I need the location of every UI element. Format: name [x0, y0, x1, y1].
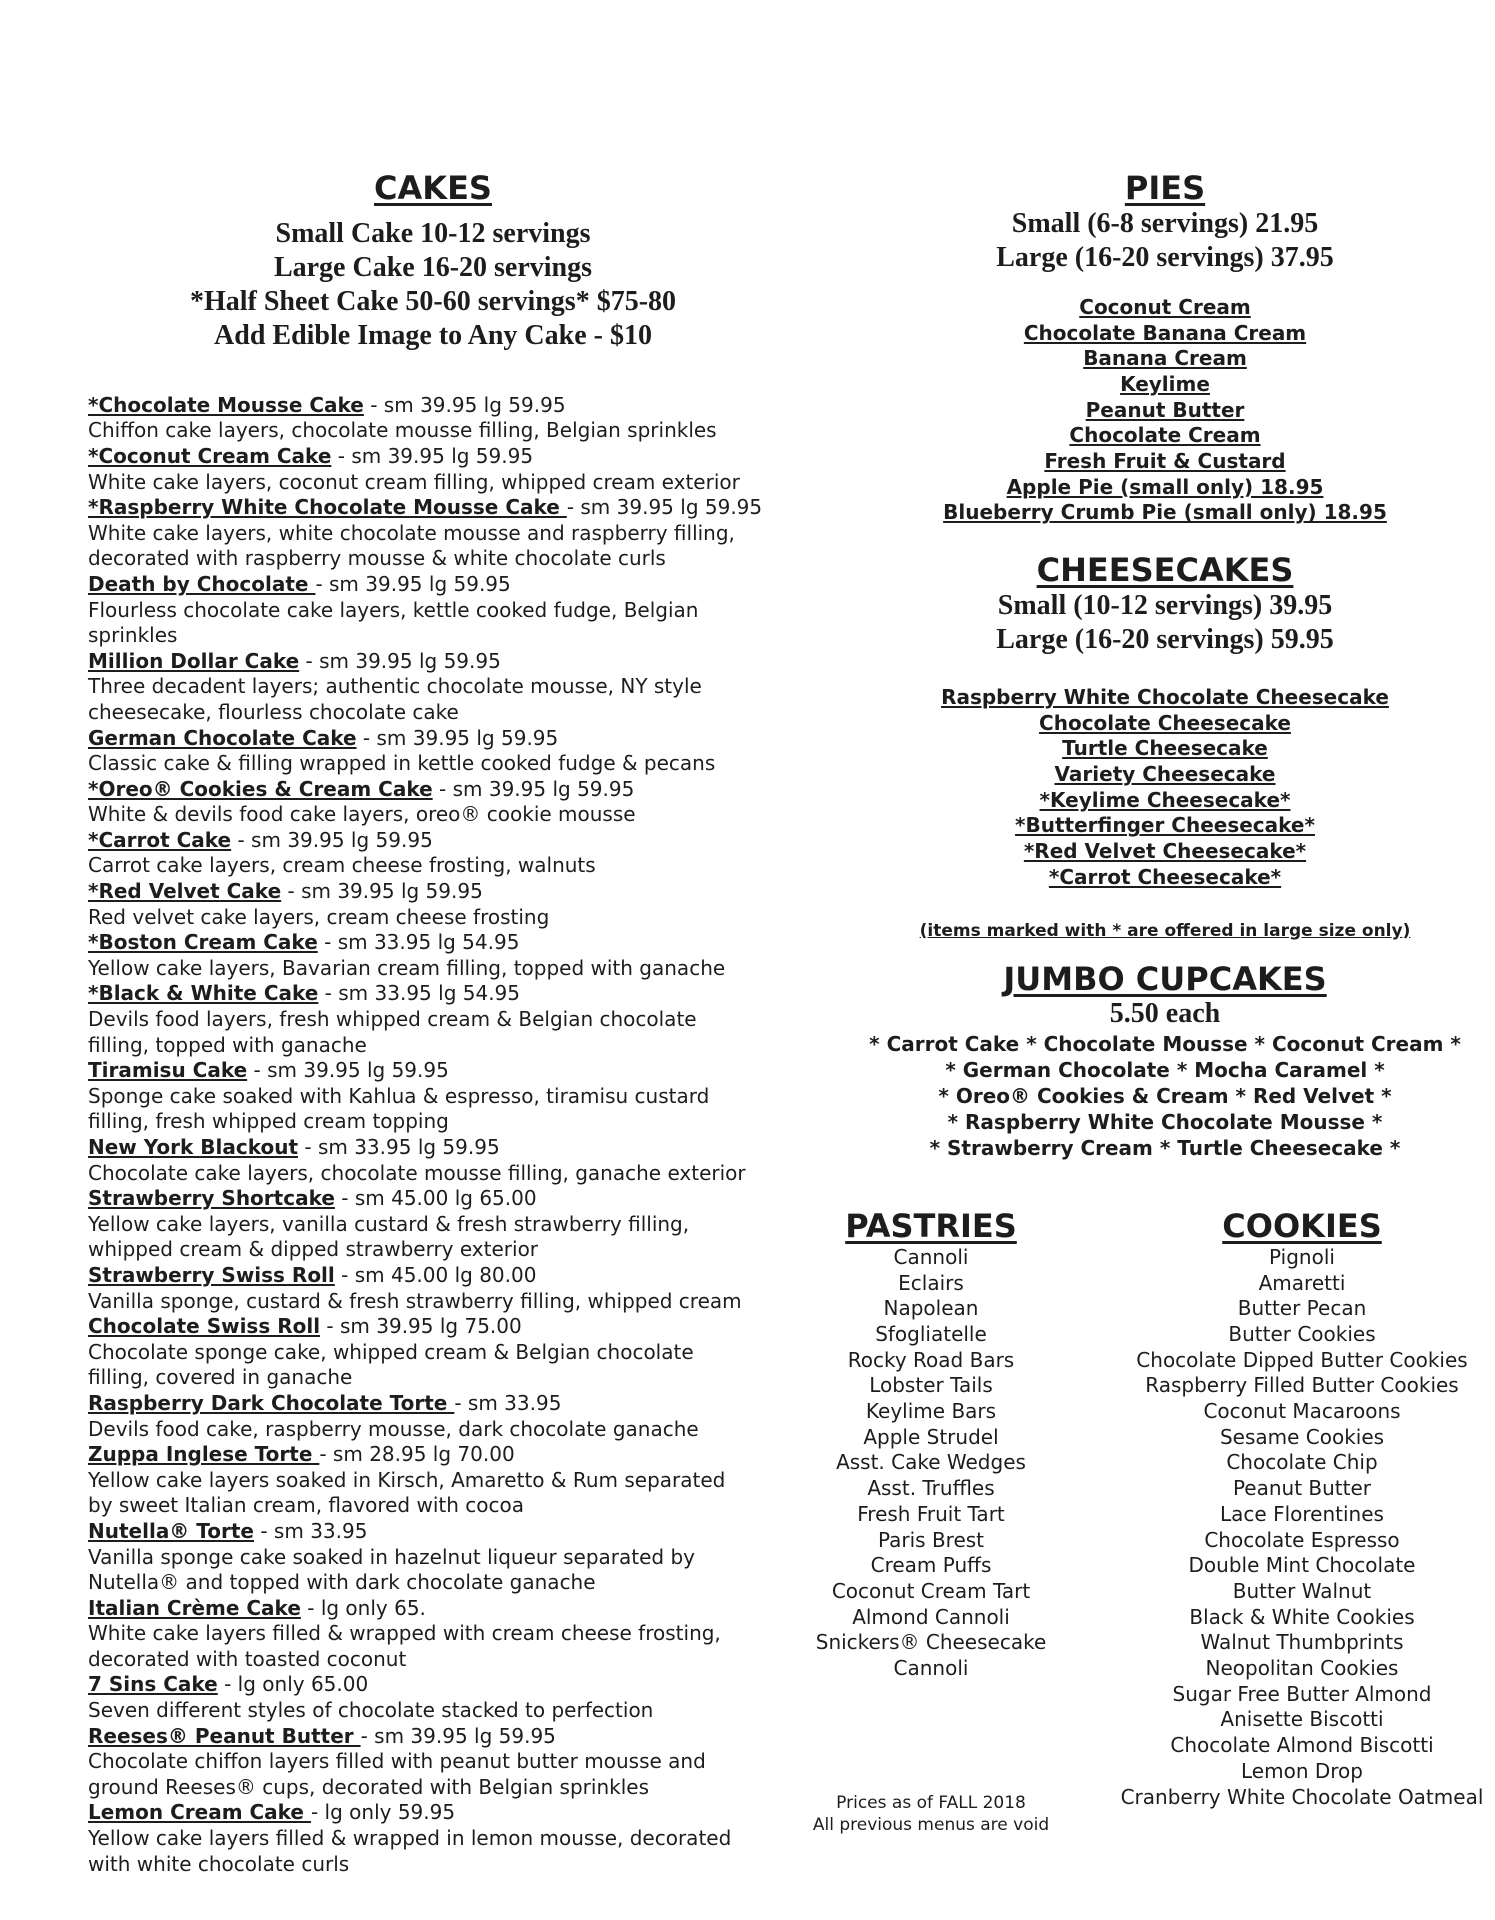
cake-price: - sm 33.95: [454, 1390, 562, 1415]
cake-description: Flourless chocolate cake layers, kettle cooked fudge, Belgian: [88, 597, 699, 622]
cake-description: whipped cream & dipped strawberry exterior: [88, 1237, 539, 1262]
cakes-header-line: *Half Sheet Cake 50-60 servings* $75-80: [189, 285, 677, 317]
cupcakes-flavors-line: * Strawberry Cream * Turtle Cheesecake *: [929, 1136, 1401, 1161]
cookies-title: COOKIES: [1222, 1207, 1382, 1245]
pie-item: Banana Cream: [1083, 346, 1247, 371]
cake-price: - lg only 65.: [300, 1595, 426, 1620]
cake-price: - sm 39.95 lg 59.95: [360, 1723, 556, 1748]
cake-description: Chocolate chiffon layers filled with peanut butter mousse and: [88, 1749, 706, 1774]
cake-name: *Chocolate Mousse Cake: [88, 392, 364, 417]
cake-name: *Black & White Cake: [88, 981, 319, 1006]
cookie-item: Chocolate Almond Biscotti: [1170, 1733, 1434, 1758]
cheesecake-item: *Carrot Cheesecake*: [1048, 864, 1282, 889]
cake-description: Yellow cake layers soaked in Kirsch, Amaretto & Rum separated: [88, 1467, 726, 1492]
cake-price: - sm 33.95 lg 59.95: [298, 1135, 500, 1160]
cake-name: Million Dollar Cake: [88, 648, 300, 673]
cake-item: [88, 1519, 778, 1545]
cake-item: [88, 495, 778, 521]
cake-item: [88, 393, 778, 419]
cake-name: 7 Sins Cake: [88, 1672, 218, 1697]
pies-title: PIES: [1124, 169, 1206, 207]
cake-description: decorated with raspberry mousse & white chocolate curls: [88, 546, 666, 571]
cake-name: Reeses® Peanut Butter: [88, 1723, 361, 1748]
pastry-item: Cannoli: [893, 1244, 969, 1269]
cake-description: Vanilla sponge, custard & fresh strawberry filling, whipped cream: [88, 1288, 742, 1313]
cakes-header-line: Add Edible Image to Any Cake - $10: [214, 319, 652, 351]
cake-item: [88, 726, 778, 752]
cake-description: Three decadent layers; authentic chocolate mousse, NY style: [88, 674, 702, 699]
pies-header-line: Large (16-20 servings) 37.95: [996, 241, 1334, 273]
cookie-item: Chocolate Espresso: [1204, 1527, 1400, 1552]
cheesecake-item: *Keylime Cheesecake*: [1039, 787, 1291, 812]
cake-name: *Oreo® Cookies & Cream Cake: [88, 776, 433, 801]
cookie-item: Chocolate Dipped Butter Cookies: [1136, 1347, 1468, 1372]
cake-description: by sweet Italian cream, flavored with cocoa: [88, 1493, 524, 1518]
cake-description: Carrot cake layers, cream cheese frosting, walnuts: [88, 853, 596, 878]
pastry-item: Rocky Road Bars: [847, 1347, 1015, 1372]
cake-name: New York Blackout: [88, 1135, 299, 1160]
cake-price: - sm 39.95 lg 59.95: [356, 725, 559, 750]
cake-name: Lemon Cream Cake: [88, 1800, 311, 1825]
cake-price: - sm 45.00 lg 80.00: [334, 1262, 537, 1287]
cake-description: Chocolate sponge cake, whipped cream & Belgian chocolate: [88, 1339, 694, 1364]
cake-description: Devils food cake, raspberry mousse, dark chocolate ganache: [88, 1416, 699, 1441]
cake-description: Yellow cake layers filled & wrapped in lemon mousse, decorated: [88, 1826, 732, 1851]
prices-date-note: Prices as of FALL 2018: [836, 1792, 1026, 1813]
cheesecakes-title: CHEESECAKES: [1036, 551, 1294, 590]
pastry-item: Coconut Cream Tart: [831, 1578, 1031, 1603]
cake-item: [88, 572, 778, 598]
cake-name: Strawberry Shortcake: [88, 1186, 335, 1211]
cake-price: - sm 28.95 lg 70.00: [319, 1442, 515, 1467]
cake-item: [88, 1135, 778, 1161]
cake-description: with white chocolate curls: [88, 1851, 350, 1876]
cake-price: - lg only 65.00: [217, 1672, 369, 1697]
cake-description: sprinkles: [88, 623, 178, 648]
pie-item: Fresh Fruit & Custard: [1044, 449, 1286, 474]
cake-name: *Carrot Cake: [88, 827, 232, 852]
previous-menus-void-note: All previous menus are void: [812, 1814, 1050, 1835]
pie-list: [850, 295, 1480, 526]
pastry-item: Paris Brest: [877, 1527, 985, 1552]
pie-item: Chocolate Banana Cream: [1023, 320, 1307, 345]
cake-name: *Boston Cream Cake: [88, 930, 318, 955]
pastry-item: Asst. Truffles: [867, 1476, 995, 1501]
cheesecake-item: Variety Cheesecake: [1054, 762, 1276, 787]
cookie-item: Sesame Cookies: [1219, 1424, 1385, 1449]
cake-description: White & devils food cake layers, oreo® cookie mousse: [88, 802, 636, 827]
cookie-item: Peanut Butter: [1232, 1476, 1372, 1501]
cake-item: [88, 981, 778, 1007]
pie-item: Apple Pie (small only) 18.95: [1006, 474, 1324, 499]
pastry-list: [778, 1245, 1084, 1682]
cookie-item: Sugar Free Butter Almond: [1172, 1681, 1432, 1706]
pastry-item: Sfogliatelle: [875, 1321, 987, 1346]
cake-description: Yellow cake layers, Bavarian cream filling, topped with ganache: [88, 955, 726, 980]
pastries-title: PASTRIES: [845, 1207, 1017, 1245]
cake-name: Zuppa Inglese Torte: [88, 1442, 320, 1467]
pastry-item: Eclairs: [898, 1270, 964, 1295]
cake-description: White cake layers, coconut cream filling, whipped cream exterior: [88, 469, 740, 494]
cake-name: Italian Crème Cake: [88, 1595, 301, 1620]
pastry-item: Almond Cannoli: [852, 1604, 1010, 1629]
cupcakes-flavors-line: * German Chocolate * Mocha Caramel *: [945, 1058, 1385, 1083]
pastries-section: [778, 1208, 1084, 1836]
cupcakes-flavors-line: * Carrot Cake * Chocolate Mousse * Coconut Cream *: [869, 1032, 1461, 1057]
cookie-list: [1112, 1245, 1492, 1810]
cake-description: Seven different styles of chocolate stacked to perfection: [88, 1698, 654, 1723]
cake-price: - sm 39.95 lg 59.95: [315, 571, 511, 596]
cake-name: German Chocolate Cake: [88, 725, 357, 750]
cake-price: - sm 39.95 lg 59.95: [566, 495, 763, 520]
cookie-item: Coconut Macaroons: [1203, 1399, 1401, 1424]
cake-list: [88, 393, 778, 1877]
cake-description: filling, fresh whipped cream topping: [88, 1109, 449, 1134]
cookie-item: Walnut Thumbprints: [1200, 1630, 1404, 1655]
cake-description: Red velvet cake layers, cream cheese frosting: [88, 904, 550, 929]
cake-description: filling, covered in ganache: [88, 1365, 353, 1390]
cookie-item: Cranberry White Chocolate Oatmeal: [1120, 1784, 1484, 1809]
cheesecakes-header-line: Small (10-12 servings) 39.95: [997, 589, 1333, 621]
cake-description: Vanilla sponge cake soaked in hazelnut liqueur separated by: [88, 1544, 696, 1569]
cake-item: [88, 777, 778, 803]
pie-item: Chocolate Cream: [1069, 423, 1261, 448]
cake-description: White cake layers, white chocolate mousse and raspberry filling,: [88, 520, 735, 545]
cake-price: - sm 33.95 lg 54.95: [318, 981, 520, 1006]
cake-name: Chocolate Swiss Roll: [88, 1314, 321, 1339]
pastry-item: Lobster Tails: [869, 1373, 993, 1398]
cheesecake-item: Turtle Cheesecake: [1062, 736, 1268, 761]
cookie-item: Black & White Cookies: [1189, 1604, 1415, 1629]
cake-item: [88, 1442, 778, 1468]
cheesecake-list: [850, 685, 1480, 891]
cakes-header-line: Large Cake 16-20 servings: [273, 251, 593, 283]
cookie-item: Butter Pecan: [1237, 1296, 1367, 1321]
cake-item: [88, 1186, 778, 1212]
cookies-section: [1112, 1208, 1492, 1810]
cheesecake-item: Chocolate Cheesecake: [1039, 710, 1291, 735]
cupcakes-section: [850, 961, 1480, 1162]
cake-price: - sm 33.95 lg 54.95: [317, 930, 520, 955]
cake-name: *Coconut Cream Cake: [88, 443, 332, 468]
cake-description: Yellow cake layers, vanilla custard & fresh strawberry filling,: [88, 1211, 690, 1236]
cake-item: [88, 1058, 778, 1084]
cake-price: - sm 39.95 lg 59.95: [231, 827, 433, 852]
pies-header-line: Small (6-8 servings) 21.95: [1011, 207, 1319, 239]
pie-item: Coconut Cream: [1079, 294, 1251, 319]
cake-description: Devils food layers, fresh whipped cream & Belgian chocolate: [88, 1007, 697, 1032]
cookie-item: Butter Walnut: [1232, 1578, 1372, 1603]
pie-item: Keylime: [1120, 371, 1210, 396]
cake-price: - sm 39.95 lg 59.95: [331, 443, 534, 468]
cookie-item: Lace Florentines: [1220, 1501, 1384, 1526]
cake-name: Death by Chocolate: [88, 571, 316, 596]
cheesecake-item: Raspberry White Chocolate Cheesecake: [941, 684, 1389, 709]
cake-item: [88, 1391, 778, 1417]
cake-price: - sm 39.95 lg 59.95: [281, 879, 483, 904]
cake-price: - sm 39.95 lg 59.95: [299, 648, 501, 673]
cake-item: [88, 649, 778, 675]
cookie-item: Chocolate Chip: [1226, 1450, 1378, 1475]
cookie-item: Double Mint Chocolate: [1188, 1553, 1416, 1578]
cookie-item: Raspberry Filled Butter Cookies: [1145, 1373, 1459, 1398]
cake-price: - sm 39.95 lg 59.95: [432, 776, 635, 801]
cake-description: Classic cake & filling wrapped in kettle cooked fudge & pecans: [88, 751, 716, 776]
cake-description: decorated with toasted coconut: [88, 1646, 407, 1671]
cake-item: [88, 1263, 778, 1289]
large-only-note: (items marked with * are offered in large size only): [919, 920, 1411, 941]
pastry-item: Snickers® Cheesecake Cannoli: [815, 1630, 1047, 1681]
cake-item: [88, 1672, 778, 1698]
cookie-item: Neopolitan Cookies: [1205, 1656, 1399, 1681]
cake-price: - lg only 59.95: [310, 1800, 456, 1825]
cake-name: *Red Velvet Cake: [88, 879, 282, 904]
cake-description: cheesecake, flourless chocolate cake: [88, 699, 459, 724]
cake-description: filling, topped with ganache: [88, 1032, 367, 1057]
cake-name: Nutella® Torte: [88, 1518, 254, 1543]
right-column: [850, 170, 1480, 1161]
pastry-item: Asst. Cake Wedges: [836, 1450, 1026, 1475]
cakes-section: [88, 170, 778, 1877]
pastry-item: Apple Strudel: [863, 1424, 999, 1449]
cheesecakes-section: [850, 552, 1480, 940]
cheesecake-item: *Red Velvet Cheesecake*: [1023, 839, 1307, 864]
cheesecake-item: *Butterfinger Cheesecake*: [1015, 813, 1315, 838]
cupcakes-price: 5.50 each: [1109, 998, 1221, 1030]
cakes-title: CAKES: [374, 169, 492, 207]
cakes-header-line: Small Cake 10-12 servings: [275, 217, 591, 249]
cake-item: [88, 879, 778, 905]
cookie-item: Butter Cookies: [1228, 1321, 1376, 1346]
cake-item: [88, 1724, 778, 1750]
cake-item: [88, 1314, 778, 1340]
cake-item: [88, 930, 778, 956]
cake-description: Chocolate cake layers, chocolate mousse filling, ganache exterior: [88, 1160, 746, 1185]
cake-description: Sponge cake soaked with Kahlua & espresso, tiramisu custard: [88, 1083, 710, 1108]
cake-description: White cake layers filled & wrapped with cream cheese frosting,: [88, 1621, 721, 1646]
cake-description: ground Reeses® cups, decorated with Belgian sprinkles: [88, 1774, 649, 1799]
cake-item: [88, 444, 778, 470]
cake-name: *Raspberry White Chocolate Mousse Cake: [88, 495, 567, 520]
pie-item: Peanut Butter: [1085, 397, 1245, 422]
cake-item: [88, 1596, 778, 1622]
cheesecakes-header-line: Large (16-20 servings) 59.95: [996, 623, 1334, 655]
cake-price: - sm 39.95 lg 59.95: [247, 1058, 449, 1083]
pies-section: [850, 170, 1480, 526]
cookie-item: Anisette Biscotti: [1220, 1707, 1384, 1732]
cake-description: Nutella® and topped with dark chocolate ganache: [88, 1570, 596, 1595]
cake-price: - sm 45.00 lg 65.00: [334, 1186, 537, 1211]
cake-name: Raspberry Dark Chocolate Torte: [88, 1390, 455, 1415]
cookie-item: Pignoli: [1269, 1244, 1335, 1269]
pastry-item: Cream Puffs: [870, 1553, 992, 1578]
cake-name: Strawberry Swiss Roll: [88, 1262, 335, 1287]
cake-item: [88, 1800, 778, 1826]
cake-price: - sm 39.95 lg 59.95: [363, 392, 566, 417]
pastry-item: Keylime Bars: [865, 1399, 997, 1424]
cake-price: - sm 39.95 lg 75.00: [320, 1314, 522, 1339]
cupcakes-flavors-line: * Oreo® Cookies & Cream * Red Velvet *: [938, 1084, 1392, 1109]
pastry-item: Napolean: [883, 1296, 979, 1321]
pie-item: Blueberry Crumb Pie (small only) 18.95: [943, 500, 1387, 525]
cake-item: [88, 828, 778, 854]
cake-name: Tiramisu Cake: [88, 1058, 248, 1083]
cupcakes-flavors-line: * Raspberry White Chocolate Mousse *: [947, 1110, 1383, 1135]
cupcakes-title: JUMBO CUPCAKES: [1003, 959, 1327, 998]
cookie-item: Lemon Drop: [1241, 1758, 1363, 1783]
cookie-item: Amaretti: [1258, 1270, 1346, 1295]
cake-description: Chiffon cake layers, chocolate mousse filling, Belgian sprinkles: [88, 418, 717, 443]
cake-price: - sm 33.95: [254, 1518, 368, 1543]
pastry-item: Fresh Fruit Tart: [857, 1501, 1005, 1526]
